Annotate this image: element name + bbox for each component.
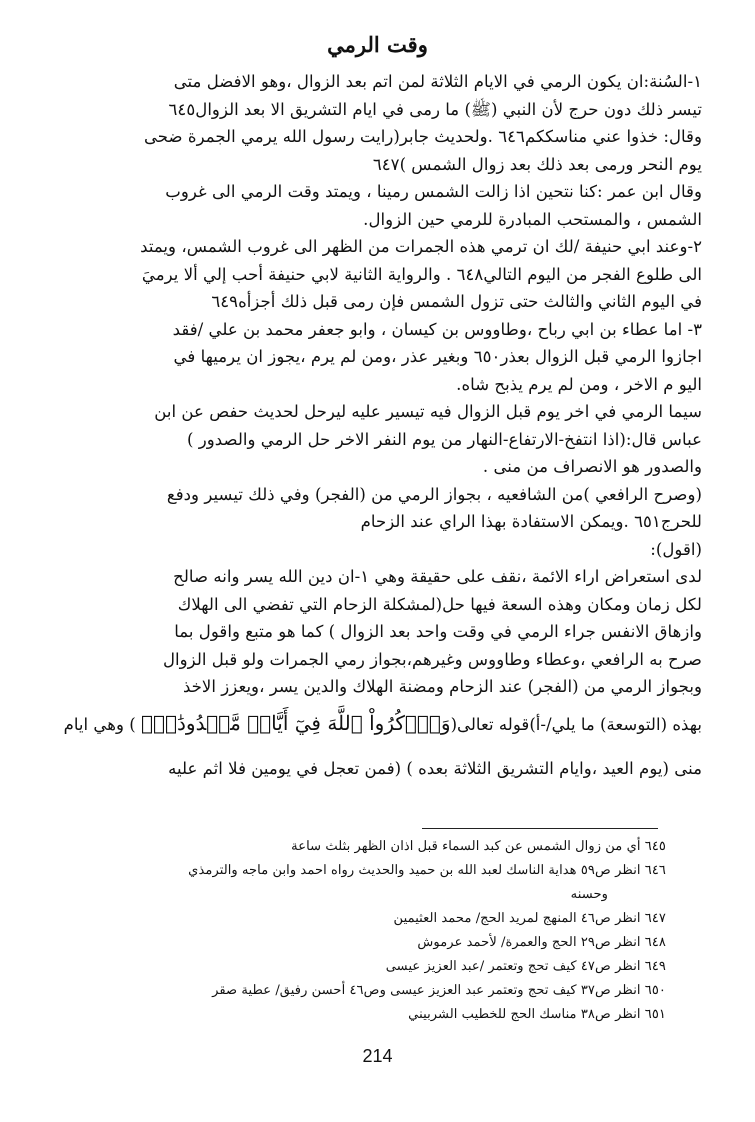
text-line: يوم النحر ورمى بعد ذلك بعد زوال الشمس )٦٤٧ (372, 154, 702, 174)
text-line: منى (يوم العيد ،وايام التشريق الثلاثة بعده ) (فمن تعجل في يومين فلا اثم عليه (168, 758, 702, 778)
page-number: 214 (362, 1046, 393, 1066)
text-line: سيما الرمي في اخر يوم قبل الزوال فيه تيسير عليه ليرحل لحديث حفص عن ابن (154, 402, 702, 421)
text-line: لكل زمان ومكان وهذه السعة فيها حل(لمشكلة الزحام التي تفضي الى الهلاك (177, 594, 702, 614)
footnote: ٦٤٧ انظر ص٤٦ المنهج لمريد الحج/ محمد العثيمين (393, 911, 666, 926)
footnote: ٦٤٥ أي من زوال الشمس عن كبد السماء قبل اذان الظهر بثلث ساعة (291, 839, 666, 854)
quran-line-after: ) وهي ايام (63, 714, 142, 734)
text-line: ١-السُنة:ان يكون الرمي في الايام الثلاثة لمن اتم بعد الزوال ،وهو الافضل متى (173, 72, 702, 91)
footnote-separator (422, 828, 658, 829)
text-line: لدى استعراض اراء الائمة ،نقف على حقيقة وهي ١-ان دين الله يسر وانه صالح (173, 567, 702, 586)
footnote: ٦٥٠ انظر ص٣٧ كيف تحج وتعتمر عبد العزيز عيسى وص٤٦ أحسن رفيق/ عطية صقر (212, 983, 666, 998)
text-line: وازهاق الانفس جراء الرمي في وقت واحد بعد الزوال ) كما هو متبع واقول بما (174, 622, 702, 641)
quran-line-before: بهذه (التوسعة) ما يلي/-أ)قوله تعالى( (450, 714, 702, 734)
text-line: عباس قال:(اذا انتفخ-الارتفاع-النهار من يوم النفر الاخر حل الرمي والصدور ) (186, 429, 702, 449)
text-line: وقال: خذوا عني مناسككم٦٤٦ .ولحديث جابر(رايت رسول الله يرمي الجمرة ضحى (143, 127, 702, 146)
text-line: في اليوم الثاني والثالث حتى تزول الشمس فإن رمى قبل ذلك أجزأه٦٤٩ (211, 292, 702, 311)
text-line: وبجواز الرمي من (الفجر) عند الزحام ومضنة الهلاك والدين يسر ،ويعزز الاخذ (182, 677, 702, 696)
text-line: للحرج٦٥١ .ويمكن الاستفادة بهذا الراي عند الزحام (360, 512, 702, 531)
text-line: (اقول): (650, 539, 702, 559)
footnotes (94, 835, 666, 1027)
text-line: الشمس ، والمستحب المبادرة للرمي حين الزوال. (363, 209, 702, 229)
footnote: ٦٤٩ انظر ص٤٧ كيف تحج وتعتمر /عبد العزيز عيسى (385, 959, 666, 974)
text-line: اجازوا الرمي قبل الزوال بعذر٦٥٠ وبغير عذر ،ومن لم يرم ،يجوز ان يرميها في (173, 347, 702, 366)
footnote: ٦٥١ انظر ص٣٨ مناسك الحج للخطيب الشربيني (408, 1007, 666, 1022)
text-line: والصدور هو الانصراف من منى . (482, 457, 702, 476)
text-line: (وصرح الرافعي )من الشافعيه ، بجواز الرمي من (الفجر) وفي ذلك تيسير ودفع (166, 484, 702, 504)
quran-verse: وَٱذۡكُرُواْ ٱللَّهَ فِيٓ أَيَّامٖ مَّعۡدُودَٰتٖۚ (141, 710, 451, 735)
text-line: ٢-وعند ابي حنيفة /لك ان ترمي هذه الجمرات من الظهر الى غروب الشمس، ويمتد (140, 237, 702, 256)
text-line: اليو م الاخر ، ومن لم يرم يذبح شاه. (456, 374, 702, 394)
footnote: ٦٤٦ انظر ص٥٩ هداية الناسك لعبد الله بن حميد والحديث رواه احمد وابن ماجه والترمذي (188, 863, 666, 878)
text-line: وقال ابن عمر :كنا نتحين اذا زالت الشمس رمينا ، ويمتد وقت الرمي الى غروب (165, 182, 702, 201)
main-text (52, 68, 702, 791)
footnote: ٦٤٨ انظر ص٢٩ الحج والعمرة/ لأحمد عرموش (417, 935, 666, 950)
text-line: ٣- اما عطاء بن ابي رباح ،وطاووس بن كيسان ، وابو جعفر محمد بن علي /فقد (172, 319, 702, 339)
text-line: صرح به الرافعي ،وعطاء وطاووس وغيرهم،بجواز رمي الجمرات ولو قبل الزوال (163, 649, 702, 669)
text-line: الى طلوع الفجر من اليوم التالي٦٤٨ . والرواية الثانية لابي حنيفة أحب إلي ألا يرميَ (141, 264, 702, 284)
quran-line (52, 701, 702, 747)
page-title: وقت الرمي (327, 32, 428, 57)
footnote-continuation: وحسنه (570, 887, 608, 902)
text-line: تيسر ذلك دون حرج لأن النبي (ﷺ) ما رمى في ايام التشريق الا بعد الزوال٦٤٥ (168, 99, 702, 119)
